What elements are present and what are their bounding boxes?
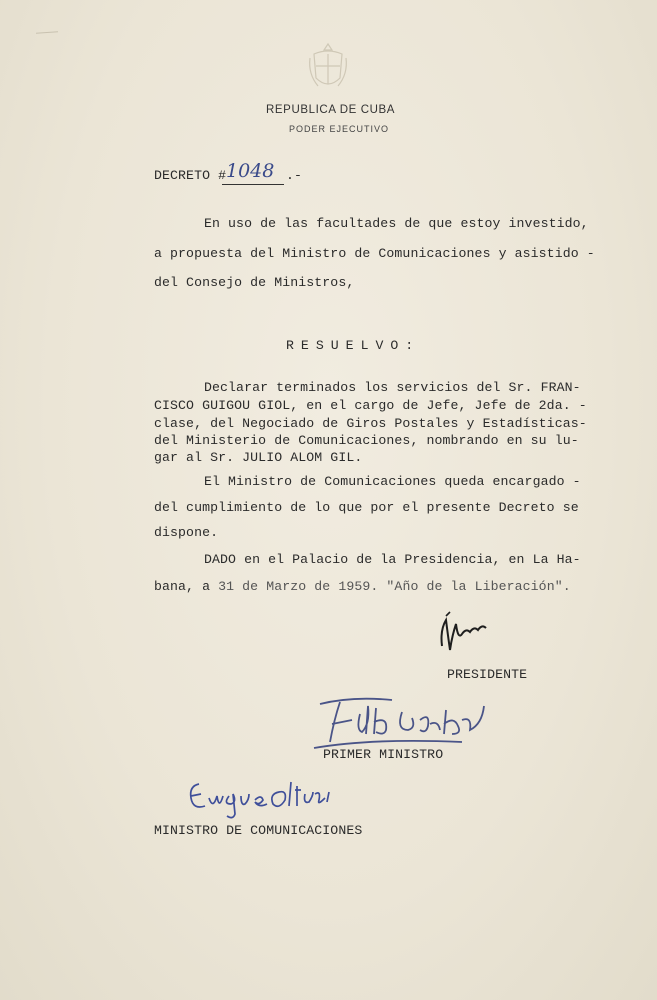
decree-underline <box>222 184 284 185</box>
resolution-heading: RESUELVO: <box>286 338 421 353</box>
paragraph-2-line-2: del cumplimiento de lo que por el presente Decreto se <box>154 500 579 515</box>
paragraph-1-line-5: gar al Sr. JULIO ALOM GIL. <box>154 450 363 465</box>
letterhead-branch: PODER EJECUTIVO <box>289 124 390 134</box>
prime-minister-title: PRIMER MINISTRO <box>323 747 444 762</box>
paragraph-1-line-3: clase, del Negociado de Giros Postales y Estadísticas- <box>154 416 587 431</box>
preamble-line-1: En uso de las facultades de que estoy investido, <box>204 216 589 231</box>
decree-line <box>154 168 226 183</box>
decree-suffix: .- <box>286 168 303 183</box>
minister-signature <box>183 770 343 827</box>
president-signature <box>436 606 496 663</box>
preamble-line-3: del Consejo de Ministros, <box>154 275 355 290</box>
preamble-line-2: a propuesta del Ministro de Comunicaciones y asistido - <box>154 246 595 261</box>
dado-line-1: DADO en el Palacio de la Presidencia, en La Ha- <box>204 552 581 567</box>
paragraph-1-line-4: del Ministerio de Comunicaciones, nombrando en su lu- <box>154 433 579 448</box>
paragraph-2-line-1: El Ministro de Comunicaciones queda encargado - <box>204 474 581 489</box>
paragraph-1-line-2: CISCO GUIGOU GIOL, en el cargo de Jefe, Jefe de 2da. - <box>154 398 587 413</box>
dado-date: 31 de Marzo de 1959. "Año de la Liberación". <box>218 579 571 594</box>
president-title: PRESIDENTE <box>447 667 528 682</box>
paragraph-2-line-3: dispone. <box>154 525 219 540</box>
decree-number: 1048 <box>226 160 275 182</box>
minister-title: MINISTRO DE COMUNICACIONES <box>154 823 363 838</box>
paragraph-1-line-1: Declarar terminados los servicios del Sr. FRAN- <box>204 380 581 395</box>
dado-prefix: bana, a <box>154 579 219 594</box>
pencil-mark <box>36 31 58 34</box>
coat-of-arms-seal <box>306 40 350 101</box>
letterhead-country: REPUBLICA DE CUBA <box>266 104 396 116</box>
decree-label: DECRETO # <box>154 168 227 183</box>
dado-line-2 <box>154 579 571 594</box>
